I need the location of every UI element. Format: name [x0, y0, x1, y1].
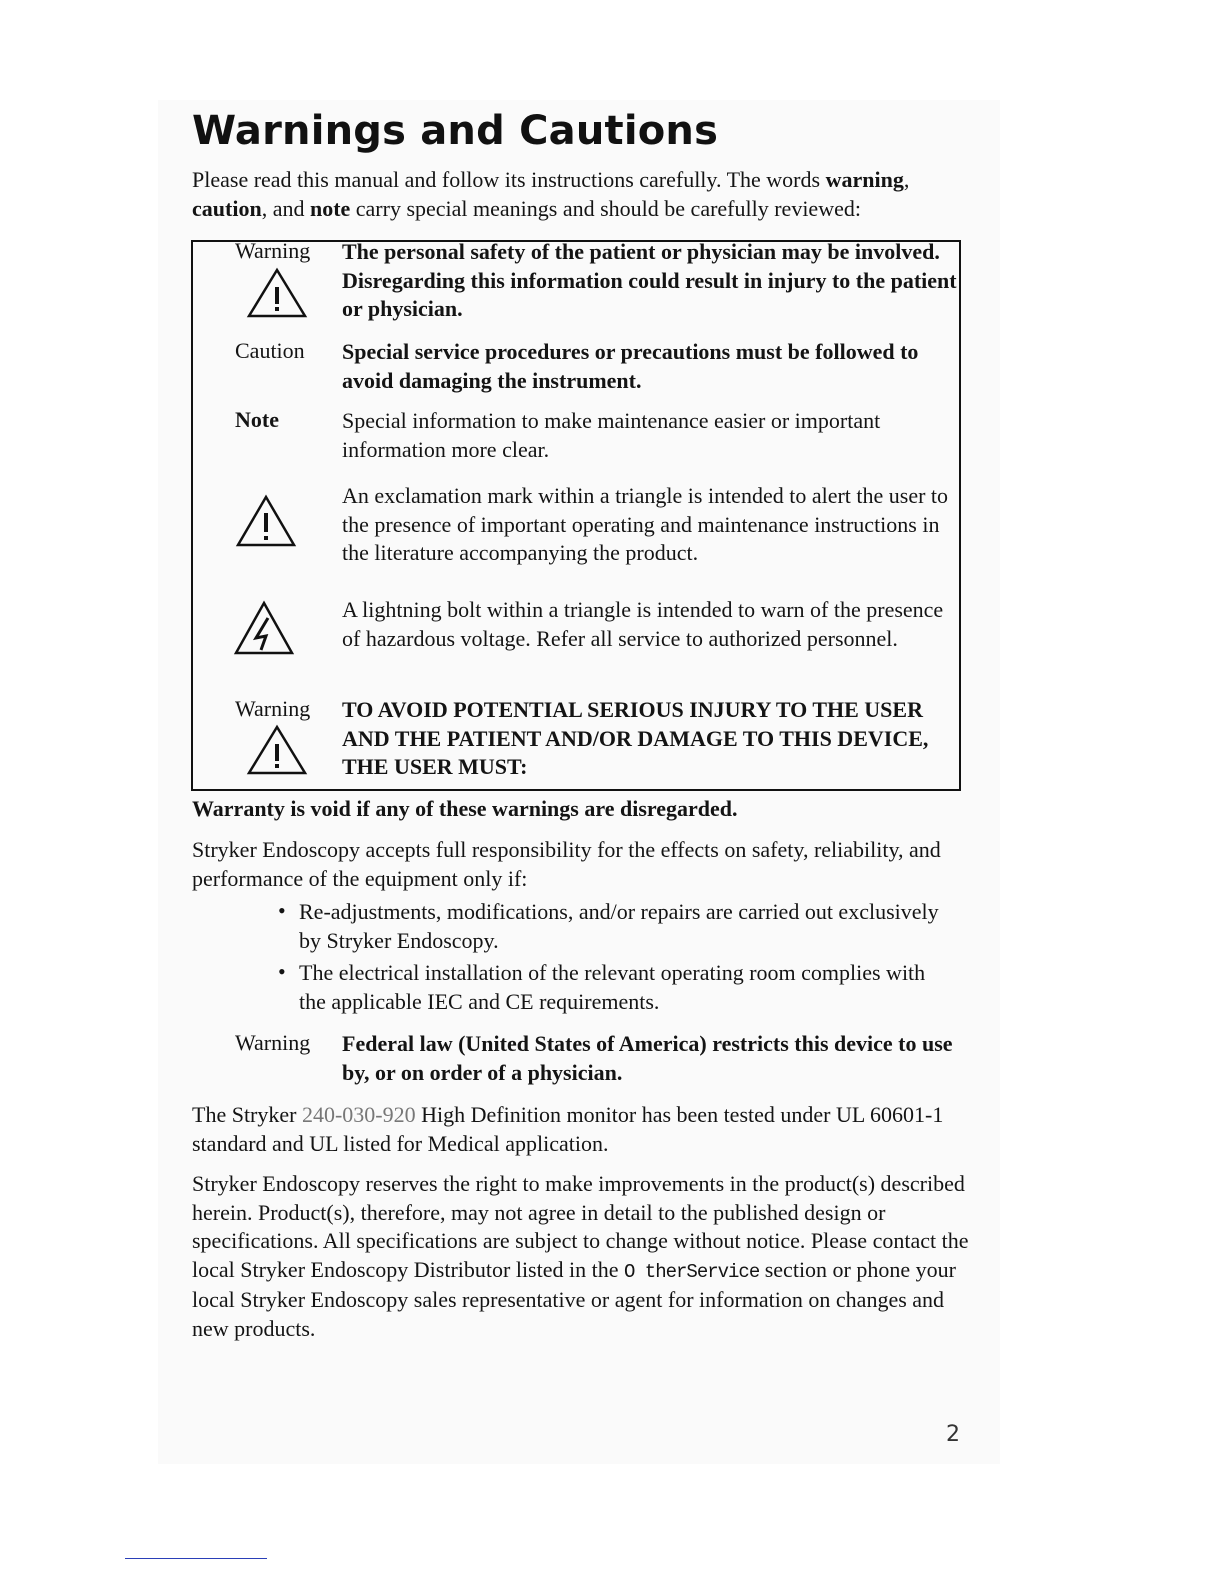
footer-rule [125, 1558, 267, 1559]
note-text: Special information to make maintenance easier or important information more clear. [342, 408, 881, 462]
reserves-text-1: Stryker Endoscopy reserves the right to make improvements in the product(s) described herein. Product(s), therefore, may not agree in detail to the published design or specifications. All specifications are subject to change without notice. Please contact the local Stryker Endoscopy Distributor listed in the [192, 1171, 969, 1282]
lightning-text: A lightning bolt within a triangle is intended to warn of the presence of hazardous voltage. Refer all service to authorized personnel. [342, 597, 944, 651]
warranty-statement: Warranty is void if any of these warnings are disregarded. [192, 796, 738, 821]
intro-word-note: note [309, 195, 351, 221]
federal-warning-label: Warning [235, 1030, 311, 1055]
warning-label: Warning [235, 238, 311, 263]
warning-triangle-icon [246, 724, 308, 776]
warning-2-label: Warning [235, 696, 311, 721]
model-number: 240-030-920 [301, 1102, 416, 1127]
list-item: Re-adjustments, modifications, and/or repairs are carried out exclusively by Stryker Endoscopy. [299, 899, 939, 953]
exclamation-triangle-icon [235, 494, 297, 548]
responsibility-paragraph: Stryker Endoscopy accepts full responsibility for the effects on safety, reliability, and performance of the equipment only if: [192, 837, 941, 891]
warning-2-text: TO AVOID POTENTIAL SERIOUS INJURY TO THE USER AND THE PATIENT AND/OR DAMAGE TO THIS DEVICE, THE USER MUST: [342, 697, 929, 779]
warning-text: The personal safety of the patient or physician may be involved. Disregarding this information could result in injury to the patient or physician. [342, 239, 957, 321]
testing-text-2: High Definition monitor has been tested under UL 60601-1 standard and UL listed for Medical application. [192, 1102, 944, 1156]
note-label: Note [235, 407, 279, 432]
reserves-paragraph [192, 1170, 977, 1343]
caution-text: Special service procedures or precautions must be followed to avoid damaging the instrument. [342, 339, 919, 393]
caution-label: Caution [235, 338, 305, 363]
other-service-reference: O therService [624, 1260, 760, 1283]
intro-paragraph [192, 166, 982, 223]
intro-text-2: , [903, 167, 910, 192]
intro-text-4: carry special meanings and should be carefully reviewed: [350, 195, 861, 221]
list-item: The electrical installation of the relevant operating room complies with the applicable IEC and CE requirements. [299, 960, 926, 1014]
warning-triangle-icon [246, 267, 308, 319]
testing-text-1: The Stryker [192, 1102, 302, 1127]
intro-text-3: , and [261, 195, 310, 221]
bullet-marker: • [278, 898, 286, 923]
intro-text-1: Please read this manual and follow its instructions carefully. The words [192, 167, 826, 192]
bullet-marker: • [278, 959, 286, 984]
page-title: Warnings and Cautions [192, 108, 719, 154]
federal-warning-text: Federal law (United States of America) restricts this device to use by, or on order of a physician. [342, 1031, 953, 1085]
testing-paragraph [192, 1101, 972, 1158]
page-number: 2 [946, 1422, 960, 1447]
lightning-triangle-icon [233, 600, 295, 656]
reserves-text-2: section or phone your local Stryker Endoscopy sales representative or agent for information on changes and new products. [192, 1256, 956, 1341]
exclamation-text: An exclamation mark within a triangle is intended to alert the user to the presence of important operating and maintenance instructions in the literature accompanying the product. [342, 483, 949, 565]
intro-word-warning: warning [825, 167, 904, 192]
intro-word-caution: caution [192, 195, 262, 221]
